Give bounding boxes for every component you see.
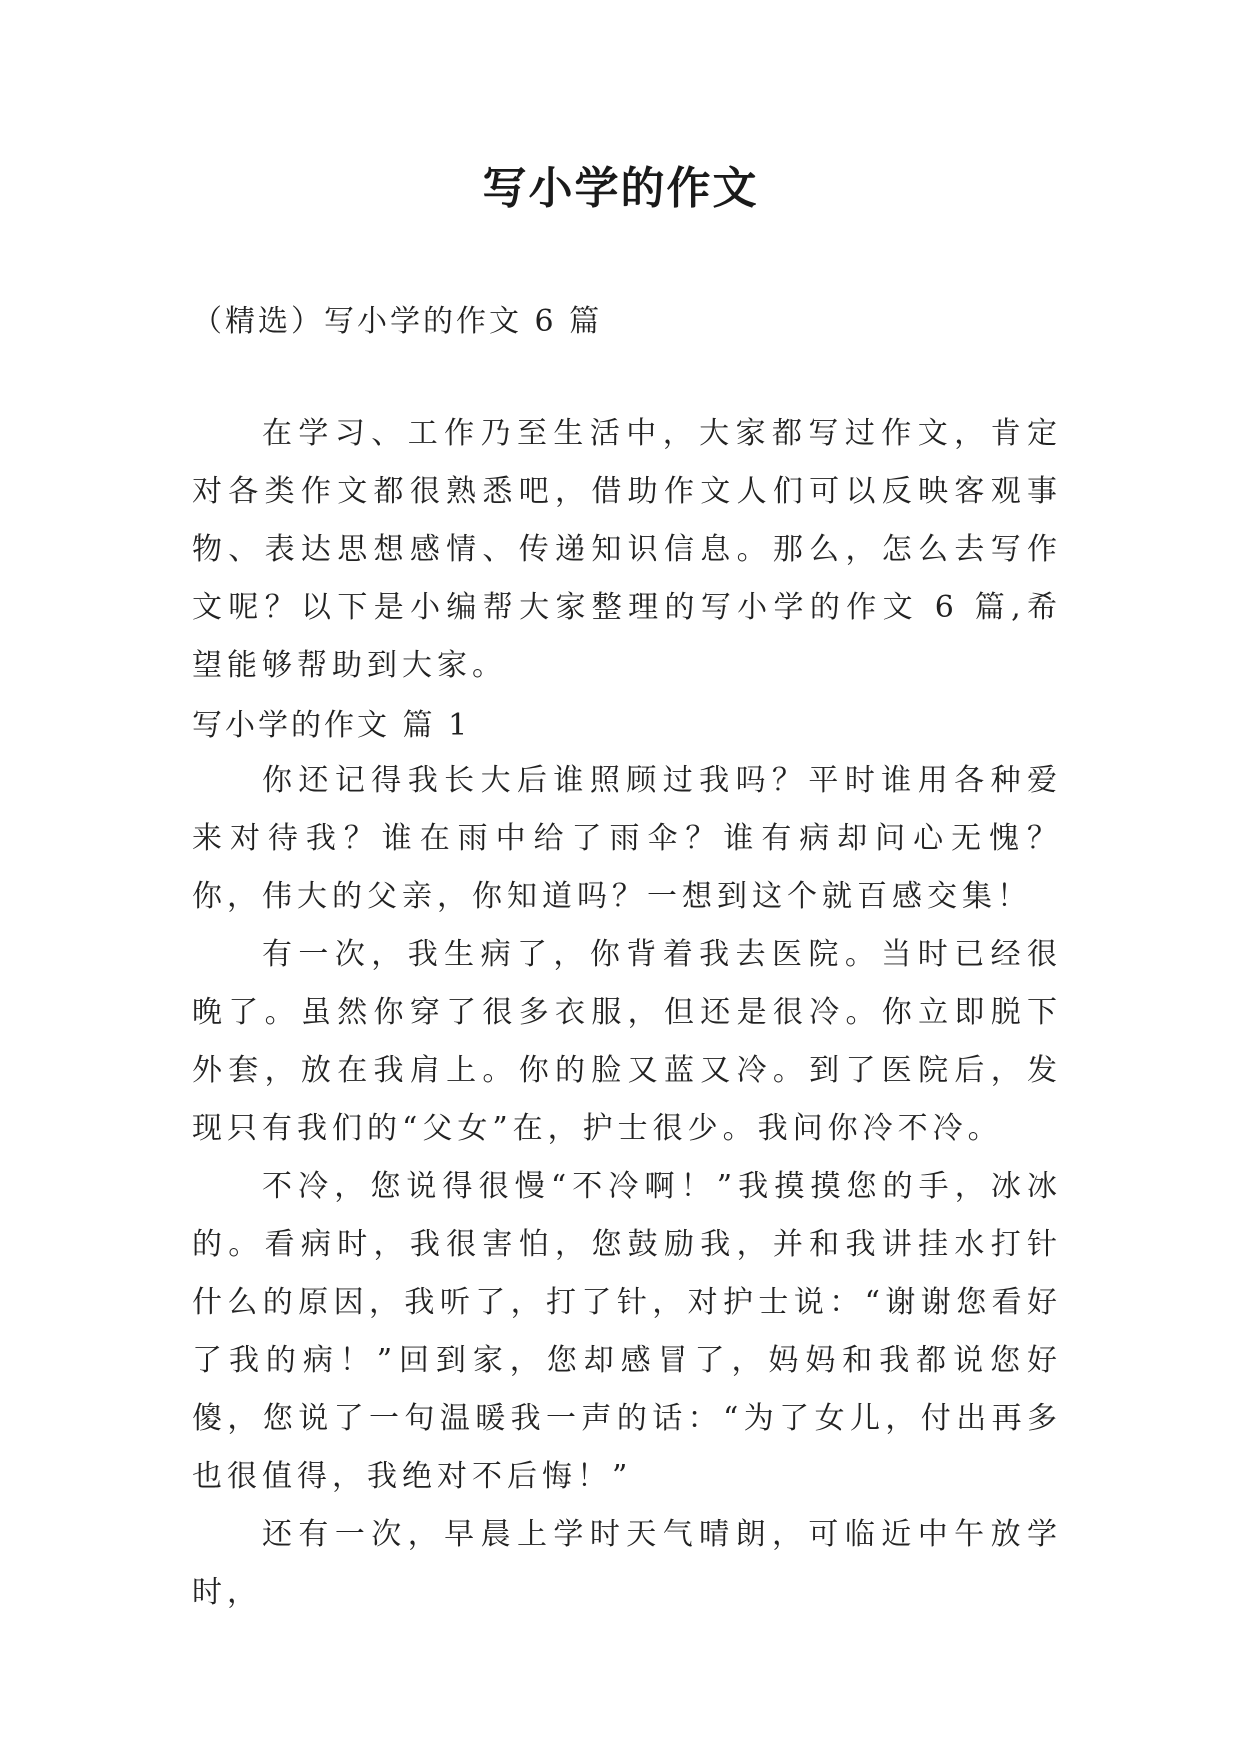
essay-paragraph-1: 你还记得我长大后谁照顾过我吗？平时谁用各种爱来对待我？谁在雨中给了雨伞？谁有病却问心无愧？你，伟大的父亲，你知道吗？一想到这个就百感交集！ (192, 763, 1062, 914)
intro-section (192, 405, 1062, 695)
essay-paragraph-4: 还有一次，早晨上学时天气晴朗，可临近中午放学时， (192, 1517, 1062, 1610)
section-heading: 写小学的作文 篇 1 (192, 708, 471, 743)
document-title: 写小学的作文 (482, 163, 759, 214)
essay-paragraph-2: 有一次，我生病了，你背着我去医院。当时已经很晚了。虽然你穿了很多衣服，但还是很冷。你立即脱下外套，放在我肩上。你的脸又蓝又冷。到了医院后，发现只有我们的“父女”在，护士很少。我问你冷不冷。 (192, 937, 1062, 1146)
essay-body (192, 752, 1062, 1622)
intro-paragraph: 在学习、工作乃至生活中，大家都写过作文，肯定对各类作文都很熟悉吧，借助作文人们可以反映客观事物、表达思想感情、传递知识信息。那么，怎么去写作文呢？以下是小编帮大家整理的写小学的作文 6 篇,希望能够帮助到大家。 (192, 416, 1062, 683)
essay-paragraph-3: 不冷，您说得很慢“不冷啊！”我摸摸您的手，冰冰的。看病时，我很害怕，您鼓励我，并和我讲挂水打针什么的原因，我听了，打了针，对护士说：“谢谢您看好了我的病！”回到家，您却感冒了，妈妈和我都说您好傻，您说了一句温暖我一声的话：“为了女儿，付出再多也很值得，我绝对不后悔！” (192, 1169, 1062, 1494)
document-subtitle: （精选）写小学的作文 6 篇 (192, 304, 603, 339)
